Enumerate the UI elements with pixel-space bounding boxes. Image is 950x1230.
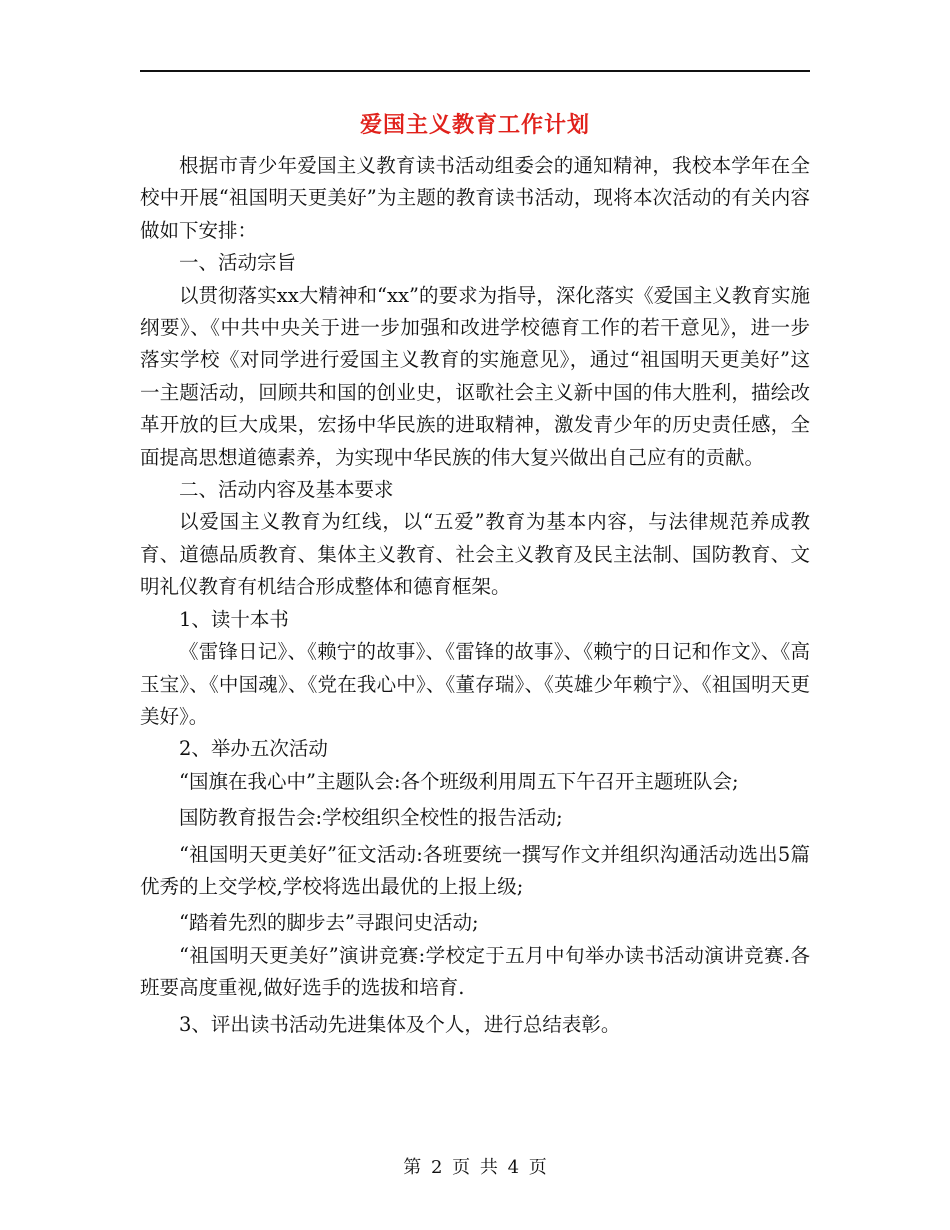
- activity-item: 国防教育报告会:学校组织全校性的报告活动;: [179, 806, 563, 830]
- document-title: 爱国主义教育工作计划: [359, 112, 590, 138]
- section-heading-content: 二、活动内容及基本要求: [179, 478, 394, 502]
- subheading-five-activities: 2、举办五次活动: [179, 737, 328, 761]
- purpose-paragraph: 以贯彻落实xx大精神和“xx”的要求为指导，深化落实《爱国主义教育实施纲要》、《中共中央关于进一步加强和改进学校德育工作的若干意见》，进一步落实学校《对同学进行爱国主义教育的实施意见》，通过“祖国明天更美好”这一主题活动，回顾共和国的创业史，讴歌社会主义新中国的伟大胜利，描绘改革开放的巨大成果，宏扬中华民族的进取精神，激发青少年的历史责任感，全面提高思想道德素养，为实现中华民族的伟大复兴做出自己应有的贡献。: [140, 283, 810, 469]
- document-body: [140, 150, 810, 1041]
- section-heading-purpose: 一、活动宗旨: [179, 251, 297, 275]
- activity-item: “踏着先烈的脚步去”寻跟问史活动;: [179, 911, 479, 935]
- header-rule: [140, 70, 810, 72]
- content-paragraph: 以爱国主义教育为红线，以“五爱”教育为基本内容，与法律规范养成教育、道德品质教育、集体主义教育、社会主义教育及民主法制、国防教育、文明礼仪教育有机结合形成整体和德育框架。: [140, 510, 810, 599]
- subheading-read-books: 1、读十本书: [179, 607, 289, 631]
- intro-paragraph: 根据市青少年爱国主义教育读书活动组委会的通知精神，我校本学年在全校中开展“祖国明天更美好”为主题的教育读书活动，现将本次活动的有关内容做如下安排：: [140, 154, 810, 242]
- activity-item: “祖国明天更美好”演讲竞赛:学校定于五月中旬举办读书活动演讲竞赛.各班要高度重视,做好选手的选拔和培育.: [140, 943, 810, 1000]
- activity-item: “祖国明天更美好”征文活动:各班要统一撰写作文并组织沟通活动选出5篇优秀的上交学校,学校将选出最优的上报上级;: [140, 842, 810, 898]
- activity-item: “国旗在我心中”主题队会:各个班级利用周五下午召开主题班队会;: [179, 769, 739, 793]
- page-number: 第 2 页 共 4 页: [403, 1157, 547, 1178]
- book-list-paragraph: 《雷锋日记》、《赖宁的故事》、《雷锋的故事》、《赖宁的日记和作文》、《高玉宝》、《中国魂》、《党在我心中》、《董存瑞》、《英雄少年赖宁》、《祖国明天更美好》。: [140, 640, 810, 728]
- subheading-commendation: 3、评出读书活动先进集体及个人，进行总结表彰。: [179, 1012, 621, 1036]
